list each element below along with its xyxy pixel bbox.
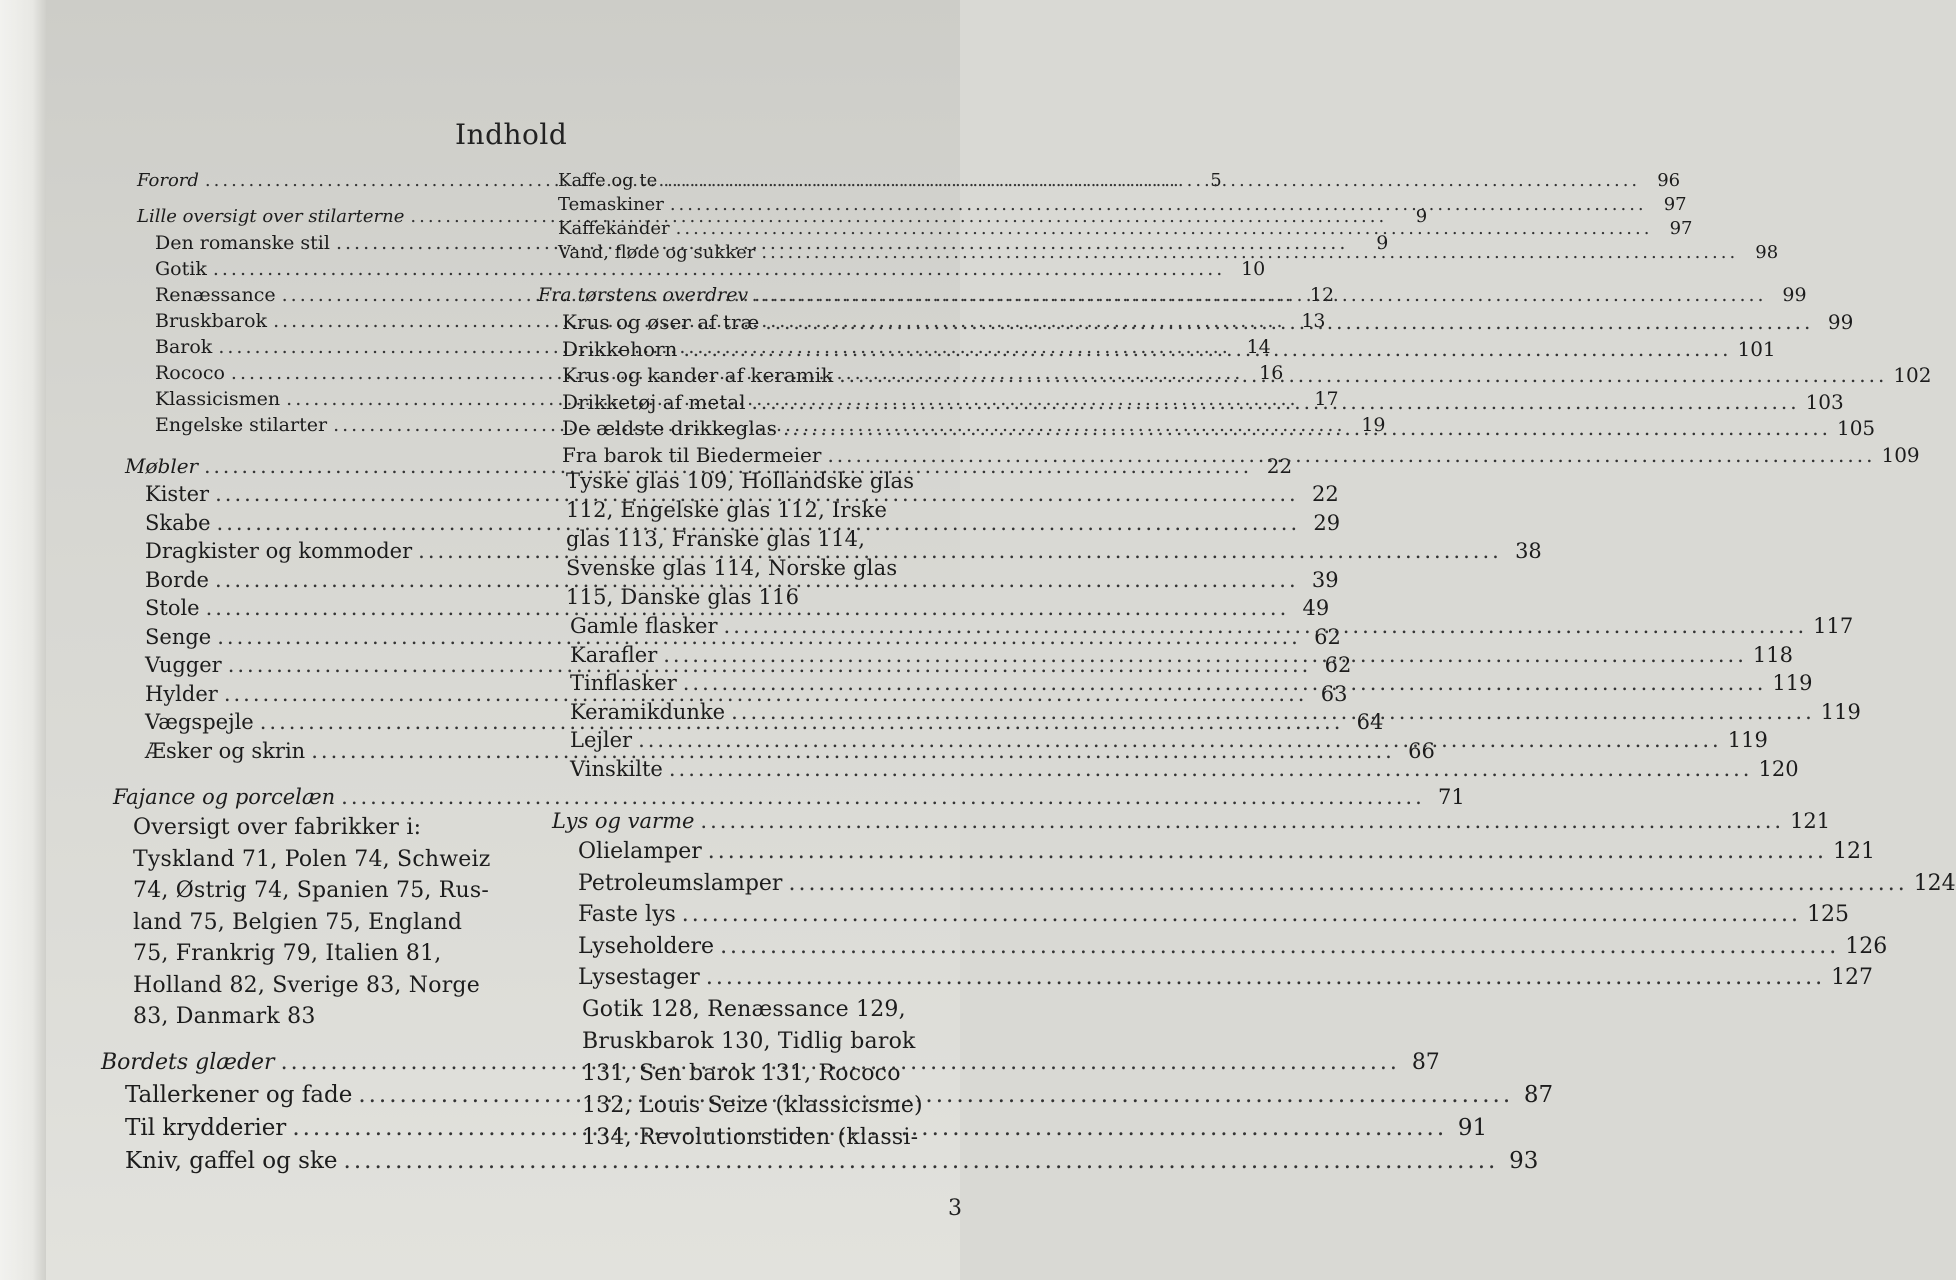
- toc-entry-label: Temaskiner: [558, 194, 664, 215]
- toc-page-number: 22: [1266, 454, 1293, 478]
- toc-entry-label: Kaffe og te: [558, 170, 658, 191]
- toc-entry-label: Hylder: [145, 681, 218, 706]
- dot-leader: [683, 671, 1767, 695]
- toc-entry-label: Krus og øser af træ: [562, 310, 760, 334]
- toc-page-number: 49: [1302, 596, 1330, 620]
- toc-entry-label: Bordets glæder: [101, 1049, 275, 1075]
- toc-page-number: 87: [1523, 1081, 1554, 1108]
- toc-page-number: 121: [1790, 809, 1831, 833]
- dot-leader: [827, 443, 1875, 467]
- toc-entry-label: Stole: [145, 596, 200, 620]
- toc-page-number: 102: [1893, 363, 1932, 387]
- toc-entry-label: Senge: [145, 624, 212, 649]
- toc-entry-label: Tinflasker: [570, 671, 677, 695]
- toc-entry-label: Bruskbarok: [155, 310, 268, 332]
- toc-page-number: 66: [1408, 738, 1435, 763]
- toc-entry: [95, 1147, 1539, 1181]
- toc-paragraph-line: 115, Danske glas 116: [566, 585, 800, 609]
- dot-leader: [638, 728, 1722, 752]
- toc-section-fajance: [95, 785, 1465, 815]
- toc-paragraph-line: Oversigt over fabrikker i:: [133, 815, 422, 840]
- dot-leader: [683, 337, 1731, 361]
- toc-page-number: 103: [1805, 389, 1844, 414]
- toc-entry-label: Møbler: [125, 454, 199, 478]
- toc-page-number: 99: [1782, 284, 1807, 306]
- toc-paragraph-line: Svenske glas 114, Norske glas: [566, 556, 898, 580]
- toc-entry: [530, 170, 1681, 194]
- dot-leader: [752, 390, 1800, 414]
- toc-entry-label: Tallerkener og fade: [125, 1081, 353, 1108]
- toc-entry-label: Vand, fløde og sukker: [558, 242, 756, 263]
- toc-entry-label: Lille oversigt over stilarterne: [137, 206, 405, 227]
- toc-entry-label: Olielamper: [578, 839, 702, 864]
- toc-entry: [530, 870, 1956, 903]
- toc-subentries-paragraph: [530, 469, 925, 614]
- toc-page-number: 22: [1312, 482, 1339, 506]
- toc-paragraph-line: Holland 82, Sverige 83, Norge: [133, 972, 480, 998]
- toc-entry: [530, 902, 1850, 934]
- toc-entry-label: Kaffekander: [558, 218, 670, 239]
- toc-entry: [530, 218, 1693, 242]
- dot-leader: [788, 871, 1907, 896]
- toc-page-number: 71: [1438, 785, 1465, 809]
- toc-page-number: 96: [1657, 170, 1681, 191]
- toc-page-number: 118: [1752, 642, 1793, 667]
- toc-entry-label: Barok: [155, 336, 213, 358]
- dot-leader: [663, 170, 1640, 191]
- dot-leader: [663, 643, 1747, 667]
- toc-entry-label: Klassicismen: [155, 388, 281, 410]
- toc-entry-label: De ældste drikkeglas: [562, 416, 777, 440]
- dot-leader: [761, 242, 1738, 263]
- toc-entry: [530, 194, 1687, 218]
- dot-leader: [731, 700, 1815, 724]
- toc-page-number: 63: [1320, 681, 1348, 706]
- section-gap: [95, 440, 515, 454]
- toc-page-number: 126: [1845, 933, 1888, 959]
- toc-entry-label: Skabe: [145, 510, 211, 535]
- dot-leader: [670, 194, 1647, 215]
- dot-leader: [708, 839, 1827, 864]
- toc-page-number: 101: [1737, 336, 1776, 361]
- toc-page-number: 13: [1301, 310, 1326, 332]
- dot-leader: [669, 757, 1753, 781]
- toc-entry: [95, 258, 1266, 284]
- toc-page-number: 105: [1836, 416, 1876, 440]
- toc-entry: [530, 933, 1888, 966]
- toc-page-number: 9: [1415, 206, 1428, 227]
- toc-subentries-paragraph: [530, 997, 925, 1157]
- dot-leader: [700, 809, 1784, 833]
- toc-page-number: 99: [1827, 310, 1854, 334]
- toc-page-number: 14: [1246, 336, 1271, 358]
- toc-paragraph-line: 132, Louis Seize (klassicisme): [582, 1092, 923, 1118]
- toc-page-number: 9: [1376, 232, 1389, 254]
- toc-entry-label: Fra tørstens overdrev: [538, 284, 749, 306]
- toc-entry-label: Borde: [145, 567, 209, 592]
- toc-page-number: 119: [1727, 728, 1768, 752]
- toc-paragraph-line: Bruskbarok 130, Tidlig barok: [582, 1028, 916, 1054]
- toc-paragraph-line: Gotik 128, Renæssance 129,: [582, 996, 906, 1022]
- toc-page-number: 98: [1755, 242, 1779, 263]
- toc-entry-label: Forord: [137, 170, 199, 191]
- dot-leader: [682, 902, 1801, 927]
- dot-leader: [676, 218, 1653, 239]
- toc-entry-label: Faste lys: [578, 902, 676, 927]
- toc-page-number: 10: [1241, 258, 1266, 280]
- toc-page-number: 64: [1356, 710, 1384, 734]
- toc-page-number: 91: [1457, 1114, 1488, 1141]
- toc-entry: [530, 756, 1799, 786]
- toc-page-number: 17: [1314, 388, 1339, 410]
- toc-entry-label: Kniv, gaffel og ske: [125, 1147, 338, 1174]
- toc-entry-label: Vugger: [145, 653, 222, 677]
- toc-paragraph-line: Tyskland 71, Polen 74, Schweiz: [133, 846, 491, 872]
- toc-entry-label: Fra barok til Biedermeier: [562, 442, 822, 467]
- toc-entry-label: Kister: [145, 482, 210, 506]
- toc-entry-label: Drikketøj af metal: [562, 389, 746, 414]
- toc-entry-label: Petroleumslamper: [578, 870, 783, 896]
- toc-entry-label: Fajance og porcelæn: [113, 785, 336, 809]
- section-gap: [95, 196, 515, 206]
- toc-page-number: 97: [1669, 218, 1693, 239]
- toc-page-number: 62: [1324, 653, 1352, 677]
- toc-entry-label: Gamle flasker: [570, 614, 718, 638]
- toc-entry: [530, 965, 1874, 997]
- toc-page-number: 5: [1210, 170, 1222, 191]
- page-title: Indhold: [455, 118, 568, 151]
- toc-paragraph-line: 134, Revolutionstiden (klassi-: [582, 1124, 919, 1150]
- adjacent-page-edge: [0, 0, 46, 1280]
- dot-leader: [783, 416, 1831, 440]
- dot-leader: [765, 310, 1813, 334]
- toc-entry: [530, 839, 1875, 871]
- toc-page-number: 119: [1820, 699, 1861, 724]
- toc-entry: [530, 242, 1779, 266]
- toc-entry-label: Renæssance: [155, 284, 276, 306]
- toc-paragraph-line: 74, Østrig 74, Spanien 75, Rus-: [133, 878, 490, 903]
- toc-section-lys: [530, 809, 1831, 839]
- toc-entry-label: Lysestager: [578, 965, 700, 990]
- toc-page-number: 119: [1772, 671, 1813, 695]
- toc-page-number: 38: [1515, 539, 1542, 563]
- section-gap: [530, 785, 925, 809]
- toc-entry-label: Gotik: [155, 258, 207, 280]
- section-gap: [95, 767, 515, 785]
- toc-entry-label: Lys og varme: [552, 809, 695, 833]
- toc-subentries-paragraph: [95, 815, 515, 1036]
- toc-paragraph-line: land 75, Belgien 75, England: [133, 909, 463, 935]
- toc-entry-label: Krus og kander af keramik: [562, 363, 834, 387]
- dot-leader: [839, 363, 1887, 387]
- toc-entry-label: Dragkister og kommoder: [145, 539, 413, 563]
- toc-page-number: 125: [1807, 902, 1850, 927]
- toc-page-number: 62: [1314, 624, 1341, 649]
- toc-entry-label: Æsker og skrin: [145, 738, 306, 763]
- dot-leader: [720, 934, 1839, 959]
- toc-paragraph-line: glas 113, Franske glas 114,: [566, 527, 866, 551]
- toc-entry-label: Vinskilte: [570, 756, 663, 781]
- section-gap: [530, 266, 925, 284]
- toc-entry-label: Karafler: [570, 642, 658, 667]
- toc-page-number: 93: [1509, 1147, 1539, 1174]
- toc-page-number: 39: [1311, 567, 1339, 592]
- toc-entry-label: Lyseholdere: [578, 933, 715, 959]
- toc-entry-label: Til krydderier: [125, 1114, 287, 1141]
- toc-page-number: 16: [1259, 362, 1284, 384]
- toc-paragraph-line: 112, Engelske glas 112, Irske: [566, 498, 888, 522]
- toc-entry-label: Rococo: [155, 362, 225, 384]
- toc-entry-label: Engelske stilarter: [155, 414, 328, 436]
- toc-page-number: 120: [1758, 756, 1799, 781]
- toc-page-number: 124: [1913, 870, 1956, 896]
- dot-leader: [724, 614, 1808, 638]
- page-number: 3: [948, 1196, 962, 1221]
- toc-page-number: 117: [1813, 614, 1854, 638]
- toc-page-number: 127: [1831, 965, 1874, 990]
- toc-entry-label: Vægspejle: [145, 710, 254, 734]
- toc-page-number: 12: [1309, 284, 1335, 306]
- dot-leader: [754, 284, 1766, 306]
- toc-page-number: 29: [1313, 510, 1341, 535]
- toc-paragraph-line: 83, Danmark 83: [133, 1004, 316, 1029]
- toc-paragraph-line: 75, Frankrig 79, Italien 81,: [133, 941, 442, 966]
- toc-entry-label: Drikkehorn: [562, 336, 678, 361]
- dot-leader: [706, 965, 1825, 990]
- toc-page-number: 97: [1663, 194, 1687, 215]
- toc-entry-label: Lejler: [570, 728, 633, 752]
- toc-paragraph-line: Tyske glas 109, Hollandske glas: [566, 469, 915, 493]
- section-gap: [95, 1036, 515, 1050]
- toc-entry-label: Keramikdunke: [570, 699, 726, 724]
- toc-page-number: 87: [1411, 1049, 1440, 1075]
- toc-page-number: 121: [1833, 839, 1875, 864]
- toc-page-number: 19: [1361, 414, 1386, 436]
- toc-paragraph-line: 131, Sen barok 131, Rococo: [582, 1060, 901, 1086]
- toc-entry-label: Den romanske stil: [155, 232, 330, 254]
- toc-page-number: 109: [1881, 442, 1920, 467]
